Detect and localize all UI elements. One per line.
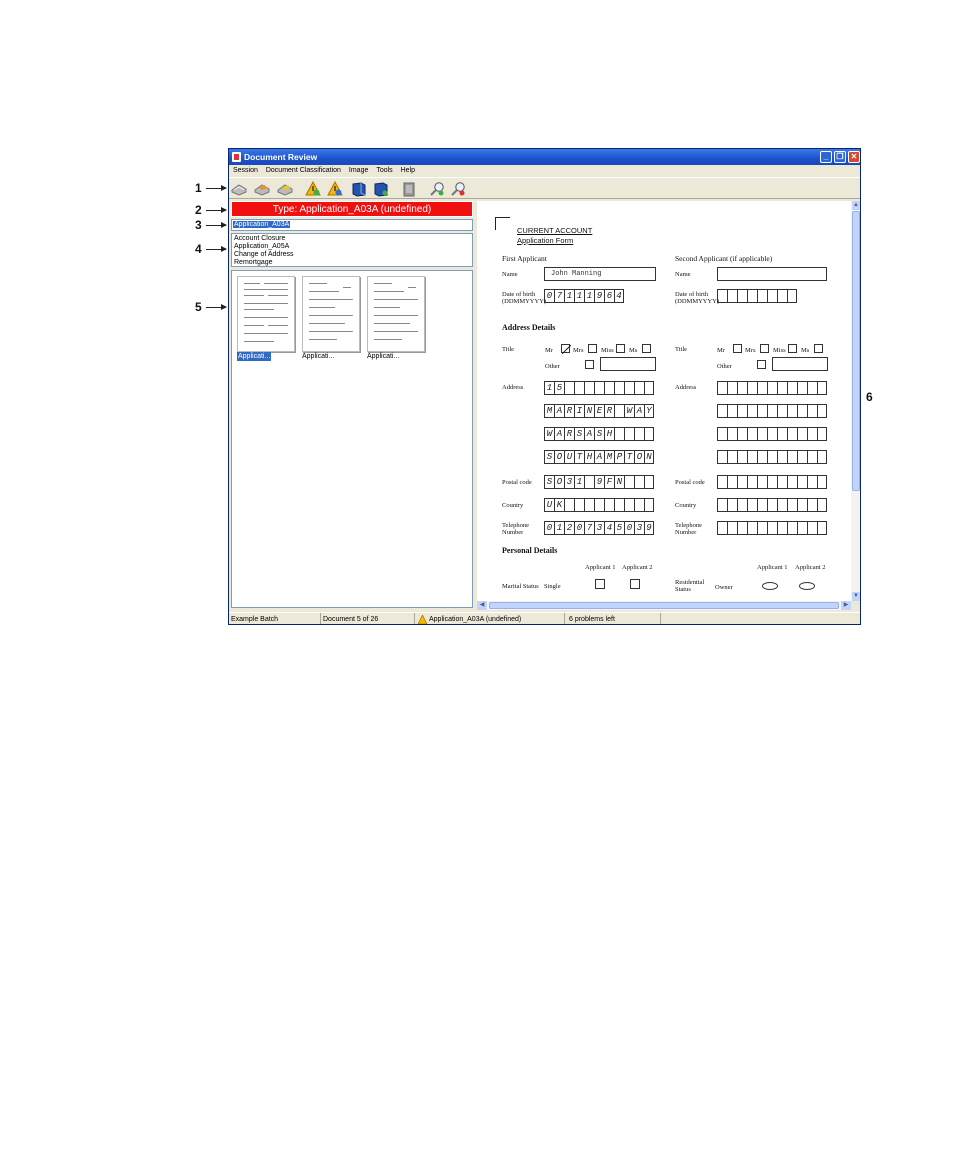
title-mrs: Mrs	[573, 347, 584, 354]
title-ms-box-2	[814, 344, 823, 353]
second-applicant-heading: Second Applicant (if applicable)	[675, 254, 773, 263]
menu-tools[interactable]: Tools	[376, 167, 393, 174]
title-other-field	[600, 357, 656, 371]
postal-code-cells-2	[717, 475, 827, 489]
callout-6: 6	[866, 390, 873, 404]
warning-green-icon[interactable]	[305, 181, 321, 197]
thumbnail-label-1[interactable]: Applicati...	[238, 353, 271, 360]
menu-bar	[229, 165, 860, 177]
document-image-view[interactable]	[477, 201, 851, 601]
book-blue-2-icon[interactable]	[373, 181, 389, 197]
page-thumbnail-2[interactable]	[302, 276, 360, 352]
address-label: Address	[502, 384, 524, 391]
title-mr-2: Mr	[717, 347, 725, 354]
scanner-orange-icon[interactable]	[254, 181, 270, 197]
title-bar[interactable]	[229, 149, 860, 165]
menu-document-classification[interactable]: Document Classification	[265, 167, 341, 174]
owner-oval-2	[799, 582, 815, 590]
owner-oval-1	[762, 582, 778, 590]
postal-code-label: Postal code	[502, 479, 532, 486]
title-mrs-2: Mrs	[745, 347, 756, 354]
marital-status-label: Marital Status	[502, 583, 539, 590]
title-miss: Miss	[601, 347, 614, 354]
country-label-2: Country	[675, 502, 697, 509]
address-line-1: 1 5	[544, 381, 654, 395]
status-type-label: Application_A03A (undefined)	[429, 616, 522, 623]
address-line-1-2	[717, 381, 827, 395]
thumbnail-pane	[231, 270, 473, 608]
dob-cells: 0 7 1 1 1 9 6 4	[544, 289, 624, 303]
dob-label-2: Date of birth (DDMMYYYY)	[675, 291, 720, 305]
single-box-2	[630, 579, 640, 589]
telephone-label-2: Telephone Number	[675, 522, 702, 536]
name-field: John Manning	[544, 267, 656, 281]
applicant-1-col-2: Applicant 1	[757, 564, 788, 571]
document-type-list	[231, 233, 473, 267]
restore-button[interactable]: ❐	[834, 151, 846, 163]
thumbnail-label-2[interactable]: Applicati...	[302, 353, 335, 360]
dob-label: Date of birth (DDMMYYYY)	[502, 291, 547, 305]
address-line-2-2	[717, 404, 827, 418]
address-details-heading: Address Details	[502, 323, 556, 332]
callout-4-arrow	[206, 249, 226, 250]
scroll-left-icon[interactable]: ◀	[477, 601, 487, 610]
postal-code-cells: S O 3 1 9 F N	[544, 475, 654, 489]
title-ms-2: Ms	[801, 347, 810, 354]
telephone-cells-2	[717, 521, 827, 535]
name-field-2	[717, 267, 827, 281]
address-line-4: S O U T H A M P T O N	[544, 450, 654, 464]
title-ms: Ms	[629, 347, 638, 354]
page-thumbnail-3[interactable]	[367, 276, 425, 352]
title-miss-2: Miss	[773, 347, 786, 354]
status-batch: Example Batch	[229, 613, 321, 625]
callout-2: 2	[195, 203, 202, 217]
address-line-3-2	[717, 427, 827, 441]
menu-help[interactable]: Help	[400, 167, 416, 174]
callout-5: 5	[195, 300, 202, 314]
registration-mark	[495, 217, 510, 230]
dob-cells-2	[717, 289, 797, 303]
address-line-3: W A R S A S H	[544, 427, 654, 441]
name-label-2: Name	[675, 271, 691, 278]
list-item-change-of-address[interactable]: Change of Address	[234, 251, 294, 258]
first-applicant-heading: First Applicant	[502, 254, 547, 263]
scanner-icon[interactable]	[231, 181, 247, 197]
applicant-2-col: Applicant 2	[622, 564, 653, 571]
status-bar	[229, 612, 860, 625]
warning-icon	[418, 615, 427, 624]
list-item-remortgage[interactable]: Remortgage	[234, 259, 273, 266]
address-line-2: M A R I N E R W A Y	[544, 404, 654, 418]
list-item-application-a05a[interactable]: Application_A05A	[234, 243, 290, 250]
menu-image[interactable]: Image	[348, 167, 369, 174]
owner-label: Owner	[715, 584, 733, 591]
window-title: Document Review	[244, 152, 318, 162]
title-other: Other	[545, 363, 560, 370]
title-ms-box	[642, 344, 651, 353]
minimize-button[interactable]: _	[820, 151, 832, 163]
status-type	[415, 613, 565, 625]
postal-code-label-2: Postal code	[675, 479, 705, 486]
horizontal-scrollbar[interactable]	[477, 601, 851, 610]
vertical-scrollbar[interactable]	[851, 201, 861, 601]
app-icon	[232, 152, 241, 162]
document-type-input-value: Application_A03A	[234, 221, 290, 228]
document-review-window	[228, 148, 861, 625]
applicant-1-col: Applicant 1	[585, 564, 616, 571]
menu-session[interactable]: Session	[233, 167, 258, 174]
document-type-banner: Type: Application_A03A (undefined)	[231, 201, 473, 217]
thumbnail-label-3[interactable]: Applicati...	[367, 353, 400, 360]
personal-details-heading: Personal Details	[502, 546, 558, 555]
title-label-2: Title	[675, 346, 688, 353]
telephone-label: Telephone Number	[502, 522, 529, 536]
form-title: CURRENT ACCOUNT	[517, 226, 593, 235]
country-cells-2	[717, 498, 827, 512]
callout-1: 1	[195, 181, 202, 195]
toolbar	[229, 177, 860, 199]
find-red-icon[interactable]	[450, 181, 466, 197]
title-mr: Mr	[545, 347, 553, 354]
callout-2-arrow	[206, 210, 226, 211]
scroll-up-icon[interactable]: ▲	[853, 202, 859, 208]
callout-3: 3	[195, 218, 202, 232]
title-miss-box	[616, 344, 625, 353]
address-label-2: Address	[675, 384, 697, 391]
callout-3-arrow	[206, 225, 226, 226]
residential-status-label: Residential Status	[675, 579, 705, 593]
title-other-box-2	[757, 360, 766, 369]
title-miss-box-2	[788, 344, 797, 353]
page-thumbnail-1[interactable]	[237, 276, 295, 352]
title-label: Title	[502, 346, 515, 353]
title-mrs-box	[588, 344, 597, 353]
scroll-down-icon[interactable]: ▼	[853, 593, 859, 599]
list-item-account-closure[interactable]: Account Closure	[234, 235, 286, 242]
single-label: Single	[544, 583, 561, 590]
title-mrs-box-2	[760, 344, 769, 353]
scroll-right-icon[interactable]: ▶	[841, 601, 851, 610]
warning-blue-icon[interactable]	[327, 181, 343, 197]
clipboard-icon[interactable]	[401, 181, 417, 197]
callout-1-arrow	[206, 188, 226, 189]
title-other-2: Other	[717, 363, 732, 370]
horizontal-scroll-thumb[interactable]	[489, 602, 839, 609]
country-cells: U K	[544, 498, 654, 512]
applicant-2-col-2: Applicant 2	[795, 564, 826, 571]
book-blue-icon[interactable]	[351, 181, 367, 197]
name-label: Name	[502, 271, 518, 278]
title-mr-box-2	[733, 344, 742, 353]
status-document: Document 5 of 26	[321, 613, 415, 625]
country-label: Country	[502, 502, 524, 509]
scanner-yellow-icon[interactable]	[277, 181, 293, 197]
document-type-input[interactable]	[231, 219, 473, 231]
status-problems: 6 problems left	[565, 613, 661, 625]
title-mr-box	[561, 344, 570, 353]
vertical-scroll-thumb[interactable]	[852, 211, 860, 491]
address-line-4-2	[717, 450, 827, 464]
telephone-cells: 0 1 2 0 7 3 4 5 0 3 9	[544, 521, 654, 535]
title-other-box	[585, 360, 594, 369]
single-box-1	[595, 579, 605, 589]
callout-5-arrow	[206, 307, 226, 308]
form-subtitle: Application Form	[517, 236, 574, 245]
callout-4: 4	[195, 242, 202, 256]
find-icon[interactable]	[429, 181, 445, 197]
title-other-field-2	[772, 357, 828, 371]
close-button[interactable]: ✕	[848, 151, 860, 163]
